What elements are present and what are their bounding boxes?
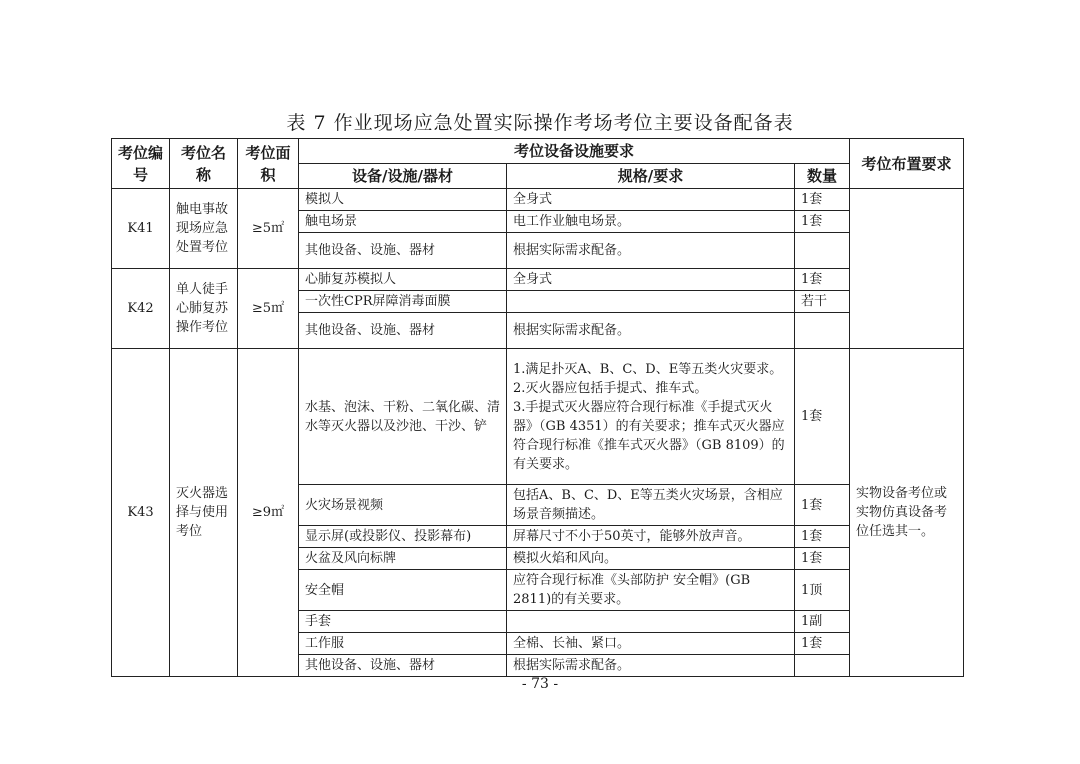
header-req-group: 考位设备设施要求 <box>299 139 850 164</box>
header-spec: 规格/要求 <box>507 164 795 189</box>
spec-cell: 根据实际需求配备。 <box>507 655 795 677</box>
spec-cell: 应符合现行标准《头部防护 安全帽》(GB 2811)的有关要求。 <box>507 570 795 611</box>
qty-cell: 1套 <box>795 189 850 211</box>
station-name: 单人徒手心肺复苏操作考位 <box>170 269 238 349</box>
table-row <box>112 189 964 211</box>
qty-cell: 1套 <box>795 485 850 526</box>
station-no: K43 <box>112 349 170 677</box>
qty-cell <box>795 313 850 349</box>
equip-cell: 安全帽 <box>299 570 507 611</box>
station-area: ≥5㎡ <box>238 269 299 349</box>
equip-cell: 其他设备、设施、器材 <box>299 313 507 349</box>
equipment-table <box>111 138 964 677</box>
equip-cell: 火盆及风向标牌 <box>299 548 507 570</box>
equip-cell: 显示屏(或投影仪、投影幕布) <box>299 526 507 548</box>
equip-cell: 一次性CPR屏障消毒面膜 <box>299 291 507 313</box>
qty-cell: 1套 <box>795 548 850 570</box>
spec-cell <box>507 291 795 313</box>
qty-cell <box>795 233 850 269</box>
page-number: - 73 - <box>521 676 559 692</box>
header-layout: 考位布置要求 <box>850 139 964 189</box>
qty-cell <box>795 655 850 677</box>
station-area: ≥9㎡ <box>238 349 299 677</box>
spec-cell: 1.满足扑灭A、B、C、D、E等五类火灾要求。 2.灭火器应包括手提式、推车式。 3.手提式灭火器应符合现行标准《手提式灭火器》（GB 4351）的有关要求；推车式灭火器应符合现行标准《推车式灭火器》（GB 8109）的有关要求。 <box>507 349 795 485</box>
qty-cell: 若干 <box>795 291 850 313</box>
table-title: 表 7 作业现场应急处置实际操作考场考位主要设备配备表 <box>286 112 794 134</box>
spec-cell <box>507 611 795 633</box>
qty-cell: 1套 <box>795 211 850 233</box>
spec-cell: 屏幕尺寸不小于50英寸，能够外放声音。 <box>507 526 795 548</box>
station-area: ≥5㎡ <box>238 189 299 269</box>
equip-cell: 模拟人 <box>299 189 507 211</box>
layout-cell-empty <box>850 189 964 349</box>
spec-cell: 全身式 <box>507 189 795 211</box>
layout-requirement: 实物设备考位或实物仿真设备考位任选其一。 <box>850 349 964 677</box>
qty-cell: 1套 <box>795 526 850 548</box>
qty-cell: 1套 <box>795 633 850 655</box>
qty-cell: 1套 <box>795 349 850 485</box>
station-no: K41 <box>112 189 170 269</box>
spec-cell: 包括A、B、C、D、E等五类火灾场景，含相应场景音频描述。 <box>507 485 795 526</box>
equip-cell: 水基、泡沫、干粉、二氧化碳、清水等灭火器以及沙池、干沙、铲 <box>299 349 507 485</box>
equip-cell: 其他设备、设施、器材 <box>299 655 507 677</box>
spec-cell: 根据实际需求配备。 <box>507 313 795 349</box>
station-no: K42 <box>112 269 170 349</box>
station-name: 触电事故现场应急处置考位 <box>170 189 238 269</box>
qty-cell: 1副 <box>795 611 850 633</box>
equip-cell: 其他设备、设施、器材 <box>299 233 507 269</box>
spec-cell: 电工作业触电场景。 <box>507 211 795 233</box>
spec-cell: 全身式 <box>507 269 795 291</box>
header-equip: 设备/设施/器材 <box>299 164 507 189</box>
equip-cell: 手套 <box>299 611 507 633</box>
spec-cell: 全棉、长袖、紧口。 <box>507 633 795 655</box>
spec-cell: 模拟火焰和风向。 <box>507 548 795 570</box>
equip-cell: 心肺复苏模拟人 <box>299 269 507 291</box>
qty-cell: 1套 <box>795 269 850 291</box>
equip-cell: 触电场景 <box>299 211 507 233</box>
header-name: 考位名称 <box>170 139 238 189</box>
spec-cell: 根据实际需求配备。 <box>507 233 795 269</box>
header-no: 考位编号 <box>112 139 170 189</box>
table-row <box>112 349 964 485</box>
qty-cell: 1顶 <box>795 570 850 611</box>
equip-cell: 工作服 <box>299 633 507 655</box>
table-row <box>112 269 964 291</box>
station-name: 灭火器选择与使用考位 <box>170 349 238 677</box>
header-qty: 数量 <box>795 164 850 189</box>
header-area: 考位面积 <box>238 139 299 189</box>
equip-cell: 火灾场景视频 <box>299 485 507 526</box>
